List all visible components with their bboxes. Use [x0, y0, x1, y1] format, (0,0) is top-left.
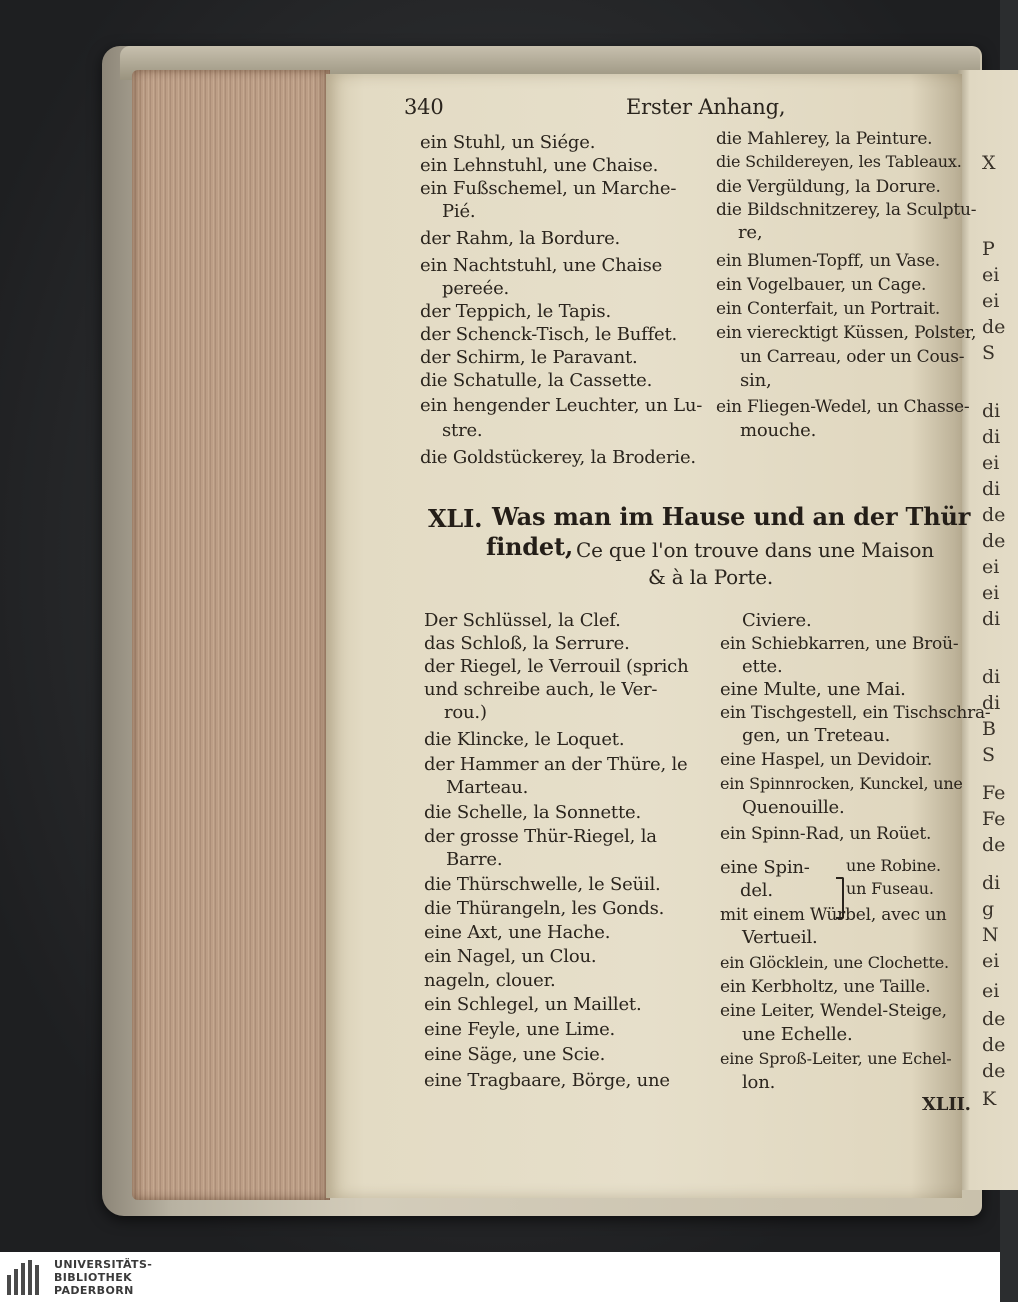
left-bottom-line: das Schloß, la Serrure.: [424, 633, 630, 654]
left-bottom-line: die Schelle, la Sonnette.: [424, 802, 641, 823]
facing-page-fragment: de: [982, 1008, 1006, 1030]
right-bottom-line: del.: [740, 880, 773, 901]
logo-text-line-2: BIBLIOTHEK: [54, 1271, 133, 1284]
facing-page-fragment: S: [982, 744, 996, 766]
left-top-line: ein Lehnstuhl, une Chaise.: [420, 155, 659, 176]
logo-text-line-1: UNIVERSITÄTS-: [54, 1258, 153, 1271]
right-bottom-line: eine Spin-: [720, 857, 810, 878]
left-top-line: der Schirm, le Paravant.: [420, 347, 638, 368]
left-top-line: Pié.: [442, 201, 476, 222]
left-bottom-line: eine Axt, une Hache.: [424, 922, 611, 943]
left-bottom-line: ein Schlegel, un Maillet.: [424, 994, 642, 1015]
section-title-de: Was man im Hause und an der Thür: [492, 502, 971, 531]
right-bottom-line: un Fuseau.: [846, 879, 934, 898]
right-bottom-line: lon.: [742, 1072, 776, 1093]
section-title-fr: Ce que l'on trouve dans une Maison: [576, 538, 934, 562]
right-top-line: ein Fliegen-Wedel, un Chasse-: [716, 397, 970, 417]
facing-page-fragment: di: [982, 400, 1001, 422]
left-top-line: die Schatulle, la Cassette.: [420, 370, 653, 391]
facing-page-fragment: ei: [982, 452, 1000, 474]
section-title-fr-cont: & à la Porte.: [648, 565, 773, 589]
facing-page-fragment: ei: [982, 556, 1000, 578]
section-title-de-cont: findet,: [486, 532, 573, 561]
library-logo-icon: [6, 1259, 46, 1297]
facing-page-fragment: K: [982, 1088, 997, 1110]
facing-page-fragment: de: [982, 530, 1006, 552]
right-bottom-line: eine Haspel, un Devidoir.: [720, 750, 933, 770]
facing-page-fragment: X: [982, 152, 996, 174]
facing-page-fragment: di: [982, 426, 1001, 448]
section-number: XLI.: [428, 504, 483, 533]
left-bottom-line: die Thürangeln, les Gonds.: [424, 898, 665, 919]
running-head: Erster Anhang,: [626, 95, 786, 119]
catchword: XLII.: [922, 1094, 971, 1115]
facing-page-edge: [958, 70, 1018, 1190]
left-top-line: der Teppich, le Tapis.: [420, 301, 611, 322]
left-bottom-line: eine Tragbaare, Börge, une: [424, 1070, 670, 1091]
left-bottom-line: die Thürschwelle, le Seüil.: [424, 874, 661, 895]
left-bottom-line: der Riegel, le Verrouil (sprich: [424, 656, 689, 677]
right-bottom-line: gen, un Treteau.: [742, 725, 891, 746]
right-top-line: die Bildschnitzerey, la Sculptu-: [716, 200, 977, 220]
right-top-line: die Schildereyen, les Tableaux.: [716, 152, 962, 171]
right-bottom-line: Vertueil.: [742, 927, 818, 948]
right-top-line: ein Vogelbauer, un Cage.: [716, 275, 927, 295]
left-bottom-line: eine Feyle, une Lime.: [424, 1019, 616, 1040]
left-top-line: ein Nachtstuhl, une Chaise: [420, 255, 663, 276]
left-top-line: die Goldstückerey, la Broderie.: [420, 447, 696, 468]
right-bottom-line: ein Tischgestell, ein Tischschra-: [720, 703, 991, 723]
logo-text-line-3: PADERBORN: [54, 1284, 134, 1297]
right-top-line: ein vierecktigt Küssen, Polster,: [716, 323, 977, 343]
brace-mark: [836, 877, 844, 919]
facing-page-fragment: di: [982, 608, 1001, 630]
left-top-line: pereée.: [442, 278, 510, 299]
facing-page-fragment: ei: [982, 950, 1000, 972]
left-bottom-line: nageln, clouer.: [424, 970, 556, 991]
facing-page-fragment: de: [982, 316, 1006, 338]
right-top-line: un Carreau, oder un Cous-: [740, 347, 965, 367]
facing-page-fragment: de: [982, 504, 1006, 526]
left-bottom-line: Der Schlüssel, la Clef.: [424, 610, 621, 631]
right-bottom-line: Quenouille.: [742, 797, 845, 818]
right-top-line: sin,: [740, 370, 772, 391]
page-number: 340: [404, 95, 444, 119]
right-bottom-line: ette.: [742, 656, 783, 677]
facing-page-fragment: di: [982, 872, 1001, 894]
left-top-line: ein Stuhl, un Siége.: [420, 132, 596, 153]
facing-page-fragment: ei: [982, 290, 1000, 312]
right-bottom-line: eine Leiter, Wendel-Steige,: [720, 1001, 947, 1021]
right-bottom-line: ein Spinn-Rad, un Roüet.: [720, 824, 932, 844]
left-bottom-line: die Klincke, le Loquet.: [424, 729, 625, 750]
facing-page-fragment: ei: [982, 264, 1000, 286]
left-bottom-line: Marteau.: [446, 777, 529, 798]
left-top-line: ein hengender Leuchter, un Lu-: [420, 395, 703, 416]
right-top-line: die Vergüldung, la Dorure.: [716, 177, 941, 197]
facing-page-fragment: de: [982, 1034, 1006, 1056]
right-top-line: ein Blumen-Topff, un Vase.: [716, 251, 941, 271]
right-bottom-line: ein Kerbholtz, une Taille.: [720, 977, 931, 997]
left-bottom-line: und schreibe auch, le Ver-: [424, 679, 658, 700]
right-bottom-line: ein Schiebkarren, une Broü-: [720, 634, 959, 654]
left-top-line: ein Fußschemel, un Marche-: [420, 178, 677, 199]
right-bottom-line: ein Spinnrocken, Kunckel, une: [720, 774, 963, 793]
facing-page-fragment: S: [982, 342, 996, 364]
left-top-line: stre.: [442, 420, 483, 441]
facing-page-fragment: ei: [982, 980, 1000, 1002]
facing-page-fragment: B: [982, 718, 996, 740]
facing-page-fragment: g: [982, 898, 995, 920]
right-top-line: ein Conterfait, un Portrait.: [716, 299, 941, 319]
left-bottom-line: der Hammer an der Thüre, le: [424, 754, 688, 775]
right-bottom-line: une Echelle.: [742, 1024, 853, 1045]
right-top-line: re,: [738, 222, 763, 243]
right-bottom-line: eine Multe, une Mai.: [720, 679, 906, 700]
facing-page-fragment: ei: [982, 582, 1000, 604]
left-bottom-line: der grosse Thür-Riegel, la: [424, 826, 657, 847]
facing-page-fragment: di: [982, 478, 1001, 500]
right-bottom-line: mit einem Würbel, avec un: [720, 905, 947, 925]
facing-page-fragment: de: [982, 1060, 1006, 1082]
left-bottom-line: ein Nagel, un Clou.: [424, 946, 597, 967]
facing-page-fragment: di: [982, 692, 1001, 714]
left-top-line: der Rahm, la Bordure.: [420, 228, 621, 249]
facing-page-fragment: N: [982, 924, 999, 946]
right-top-line: mouche.: [740, 420, 817, 441]
facing-page-fragment: P: [982, 238, 995, 260]
facing-page-fragment: Fe: [982, 782, 1006, 804]
right-bottom-line: eine Sproß-Leiter, une Echel-: [720, 1049, 952, 1068]
right-bottom-line: ein Glöcklein, une Clochette.: [720, 953, 949, 972]
left-bottom-line: eine Säge, une Scie.: [424, 1044, 606, 1065]
right-top-line: die Mahlerey, la Peinture.: [716, 129, 933, 149]
facing-page-fragment: di: [982, 666, 1001, 688]
facing-page-fragment: de: [982, 834, 1006, 856]
right-bottom-line: Civiere.: [742, 610, 812, 631]
right-bottom-line: une Robine.: [846, 856, 941, 875]
page-block-edge: [132, 70, 330, 1200]
left-bottom-line: rou.): [444, 702, 487, 723]
left-bottom-line: Barre.: [446, 849, 503, 870]
facing-page-fragment: Fe: [982, 808, 1006, 830]
left-top-line: der Schenck-Tisch, le Buffet.: [420, 324, 678, 345]
